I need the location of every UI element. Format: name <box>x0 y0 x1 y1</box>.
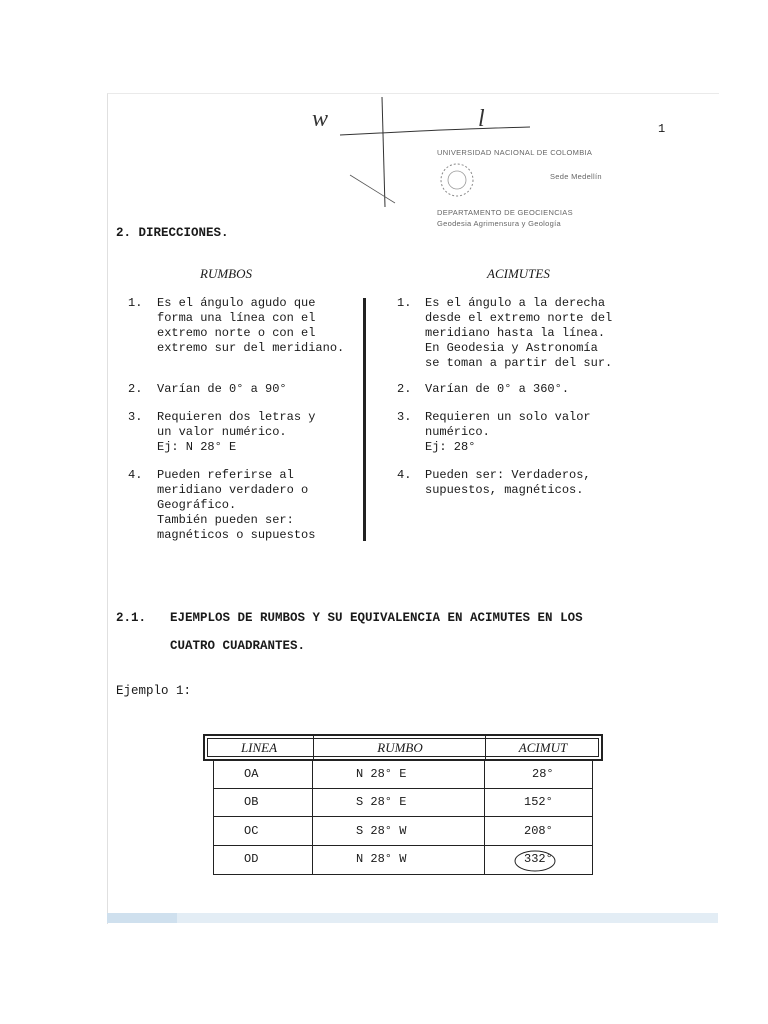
handwritten-right-mark: l <box>478 106 485 132</box>
rumbos-item-number: 4. <box>128 468 143 482</box>
acimutes-item-number: 2. <box>397 382 412 396</box>
seal-icon <box>437 160 477 200</box>
subsection-number: 2.1. <box>116 611 147 625</box>
cell-linea: OD <box>244 852 259 866</box>
rumbos-item-text: Es el ángulo agudo que forma una línea con el extremo norte o con el extremo sur del meridiano. <box>157 296 345 355</box>
subsection-title-line2: CUATRO CUADRANTES. <box>170 639 306 653</box>
rumbos-heading: RUMBOS <box>200 266 252 281</box>
rumbos-item-number: 2. <box>128 382 143 396</box>
stamp-department: DEPARTAMENTO DE GEOCIENCIAS <box>437 208 573 217</box>
table-body <box>213 761 593 875</box>
cell-linea: OB <box>244 795 259 809</box>
circled-annotation-icon <box>512 848 560 874</box>
rumbos-item-number: 3. <box>128 410 143 424</box>
header-acimut: ACIMUT <box>518 740 568 755</box>
cell-linea: OA <box>244 767 259 781</box>
stamp-university: UNIVERSIDAD NACIONAL DE COLOMBIA <box>437 148 593 157</box>
stamp-campus: Sede Medellín <box>550 172 602 181</box>
acimutes-item-number: 1. <box>397 296 412 310</box>
handwritten-left-mark: w <box>312 106 329 132</box>
acimutes-item-text: Varían de 0° a 360°. <box>425 382 570 396</box>
rumbos-item-number: 1. <box>128 296 143 310</box>
rumbos-item-text: Requieren dos letras y un valor numérico. Ej: N 28° E <box>157 410 316 454</box>
cell-acimut: 332° <box>524 852 553 866</box>
example-label: Ejemplo 1: <box>116 684 192 698</box>
page-number: 1 <box>658 122 666 136</box>
cell-rumbo: S 28° E <box>356 795 407 809</box>
acimutes-item-text: Requieren un solo valor numérico. Ej: 28° <box>425 410 591 454</box>
table-row <box>214 761 592 789</box>
cell-acimut: 152° <box>524 795 553 809</box>
stamp-department-sub: Geodesia Agrimensura y Geología <box>437 219 561 228</box>
header-linea: LINEA <box>240 740 278 755</box>
acimutes-heading: ACIMUTES <box>487 266 550 281</box>
cell-rumbo: N 28° W <box>356 852 407 866</box>
rumbos-item-text: Varían de 0° a 90° <box>157 382 287 396</box>
cell-acimut: 208° <box>524 824 553 838</box>
acimutes-item-number: 3. <box>397 410 412 424</box>
column-divider <box>363 298 366 541</box>
cell-rumbo: N 28° E <box>356 767 407 781</box>
header-rumbo: RUMBO <box>377 740 423 755</box>
table-row <box>214 846 592 874</box>
rumbos-item-text: Pueden referirse al meridiano verdadero o Geográfico. También pueden ser: magnéticos o supuestos <box>157 468 316 542</box>
table-row <box>214 818 592 846</box>
page-bottom-edge <box>107 913 718 923</box>
table-header <box>203 734 603 761</box>
table-row <box>214 789 592 817</box>
cell-linea: OC <box>244 824 259 838</box>
subsection-title-line1: EJEMPLOS DE RUMBOS Y SU EQUIVALENCIA EN ACIMUTES EN LOS <box>170 611 583 625</box>
acimutes-item-number: 4. <box>397 468 412 482</box>
acimutes-item-text: Pueden ser: Verdaderos, supuestos, magnéticos. <box>425 468 591 497</box>
section-title: 2. DIRECCIONES. <box>116 226 229 240</box>
cell-rumbo: S 28° W <box>356 824 407 838</box>
acimutes-item-text: Es el ángulo a la derecha desde el extremo norte del meridiano hasta la línea. En Geodesia y Astronomía se toman a partir del sur. <box>425 296 613 370</box>
cell-acimut: 28° <box>532 767 554 781</box>
